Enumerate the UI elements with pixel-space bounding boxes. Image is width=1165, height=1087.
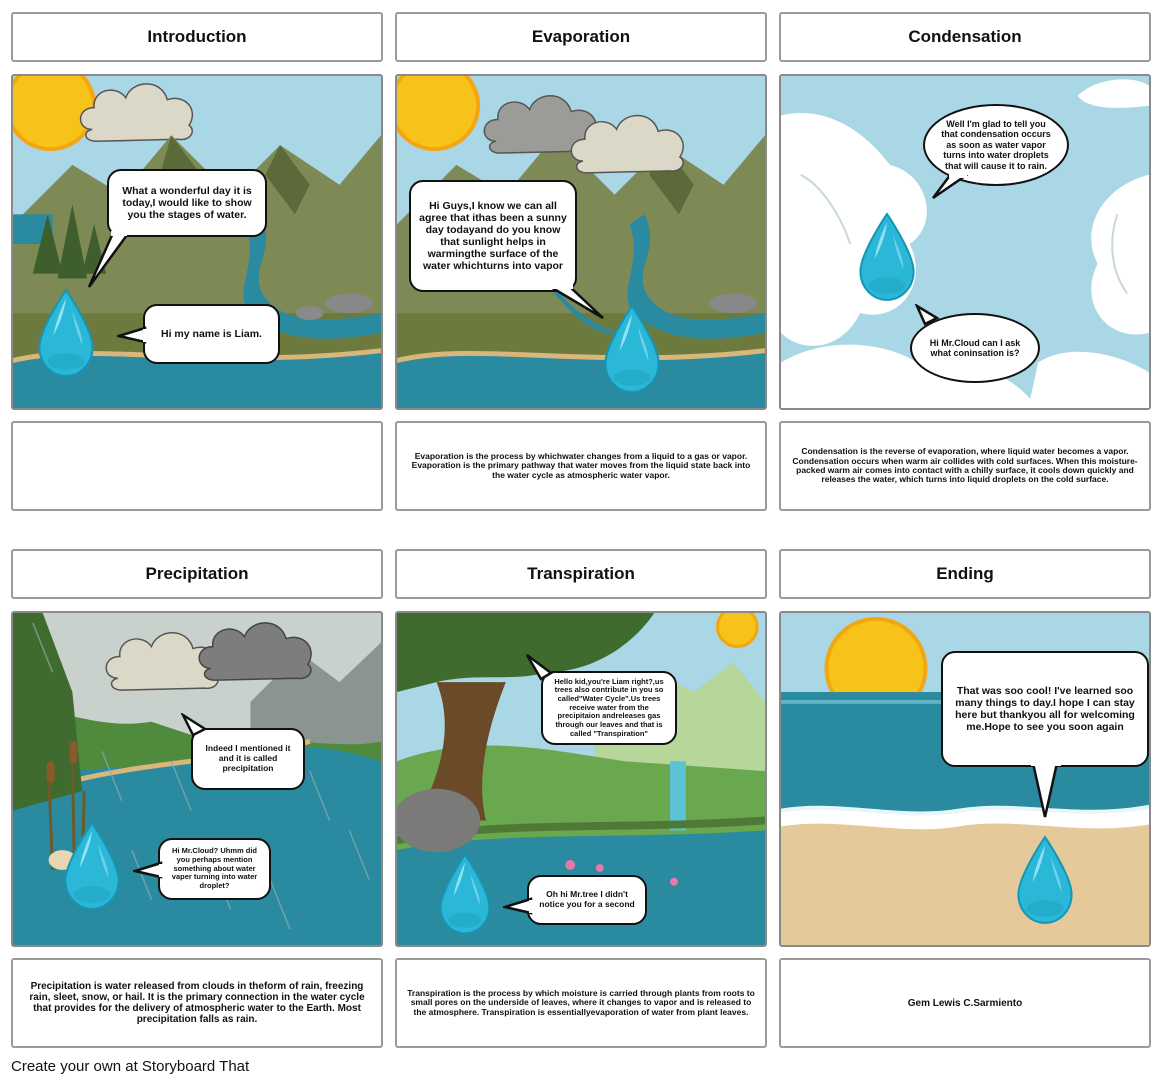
footer-link[interactable]: Create your own at Storyboard That — [11, 1058, 250, 1075]
speech-bubble: Hi Mr.Cloud? Uhmm did you perhaps mention something about water vaper turning into water droplet? — [158, 838, 271, 900]
water-drop-icon — [601, 304, 663, 396]
panel-description: Evaporation is the process by whichwater changes from a liquid to a gas or vapor. Evaporation is the primary pathway that water moves from the liquid state back into the water cycle as atmospheric water vapor. — [395, 421, 767, 511]
water-drop-icon — [435, 853, 495, 937]
panel-title-transpiration: Transpiration — [395, 549, 767, 599]
panel-description: Precipitation is water released from clouds in theform of rain, freezing rain, sleet, snow, or hail. It is the primary connection in the water cycle that provides for the delivery of atmospheric water to the Earth. Most precipitation falls as rain. — [11, 958, 383, 1048]
bubble-tail — [547, 284, 607, 324]
scene-ending — [779, 611, 1151, 947]
scene-transpiration — [395, 611, 767, 947]
panel-description — [11, 421, 383, 511]
speech-bubble: Hi Mr.Cloud can I ask what coninsation is? — [910, 313, 1040, 383]
panel-description: Transpiration is the process by which moisture is carried through plants from roots to small pores on the underside of leaves, where it changes to vapor and is released to the atmosphere. Transpiration is essentiallyevaporation of water from plant leaves. — [395, 958, 767, 1048]
bubble-tail — [525, 653, 555, 683]
speech-bubble: Well I'm glad to tell you that condensation occurs as soon as water vapor turns into water droplets that will cause it to rain. — [923, 104, 1069, 186]
panel-title-evaporation: Evaporation — [395, 12, 767, 62]
bubble-tail — [87, 231, 127, 291]
bubble-tail — [181, 713, 211, 737]
scene-precipitation — [11, 611, 383, 947]
speech-bubble: Hi Guys,I know we can all agree that ithas been a sunny day todayand do you know that sunlight helps in warmingthe surface of the water whichturns into vapor — [409, 180, 577, 292]
speech-bubble: What a wonderful day it is today,I would like to show you the stages of water. — [107, 169, 267, 237]
bubble-tail — [1031, 761, 1061, 821]
speech-bubble: That was soo cool! I've learned soo many things to day.I hope I can stay here but thankyou all for welcoming me.Hope to see you soon again — [941, 651, 1149, 767]
bubble-tail — [503, 897, 533, 917]
water-drop-icon — [35, 288, 97, 380]
panel-title-condensation: Condensation — [779, 12, 1151, 62]
sun-icon — [397, 76, 478, 149]
water-drop-icon — [61, 821, 123, 913]
scene-condensation — [779, 74, 1151, 410]
speech-bubble: Indeed I mentioned it and it is called precipitation — [191, 728, 305, 790]
bubble-tail — [117, 326, 147, 346]
panel-description: Condensation is the reverse of evaporation, where liquid water becomes a vapor. Condensation occurs when warm air collides with cold surfaces. When this moisture-packed warm air comes into contact with a chilly surface, it cools down quickly and releases the water, which turns into liquid droplets on the cold surface. — [779, 421, 1151, 511]
panel-description: Gem Lewis C.Sarmiento — [779, 958, 1151, 1048]
water-drop-icon — [1011, 835, 1079, 927]
sun-icon — [718, 613, 758, 647]
scene-introduction — [11, 74, 383, 410]
panel-title-ending: Ending — [779, 549, 1151, 599]
water-drop-icon — [853, 212, 921, 304]
bubble-tail — [911, 304, 941, 328]
speech-bubble: Oh hi Mr.tree I didn't notice you for a second — [527, 875, 647, 925]
bubble-tail — [133, 861, 163, 881]
bubble-tail — [931, 172, 971, 202]
scene-evaporation — [395, 74, 767, 410]
speech-bubble: Hi my name is Liam. — [143, 304, 280, 364]
panel-title-introduction: Introduction — [11, 12, 383, 62]
panel-title-precipitation: Precipitation — [11, 549, 383, 599]
speech-bubble: Hello kid,you're Liam right?,us trees also contribute in you so called"Water Cycle".Us trees receive water from the precipitaion andreleases gas through our leaves and that is called "Transpiration" — [541, 671, 677, 745]
